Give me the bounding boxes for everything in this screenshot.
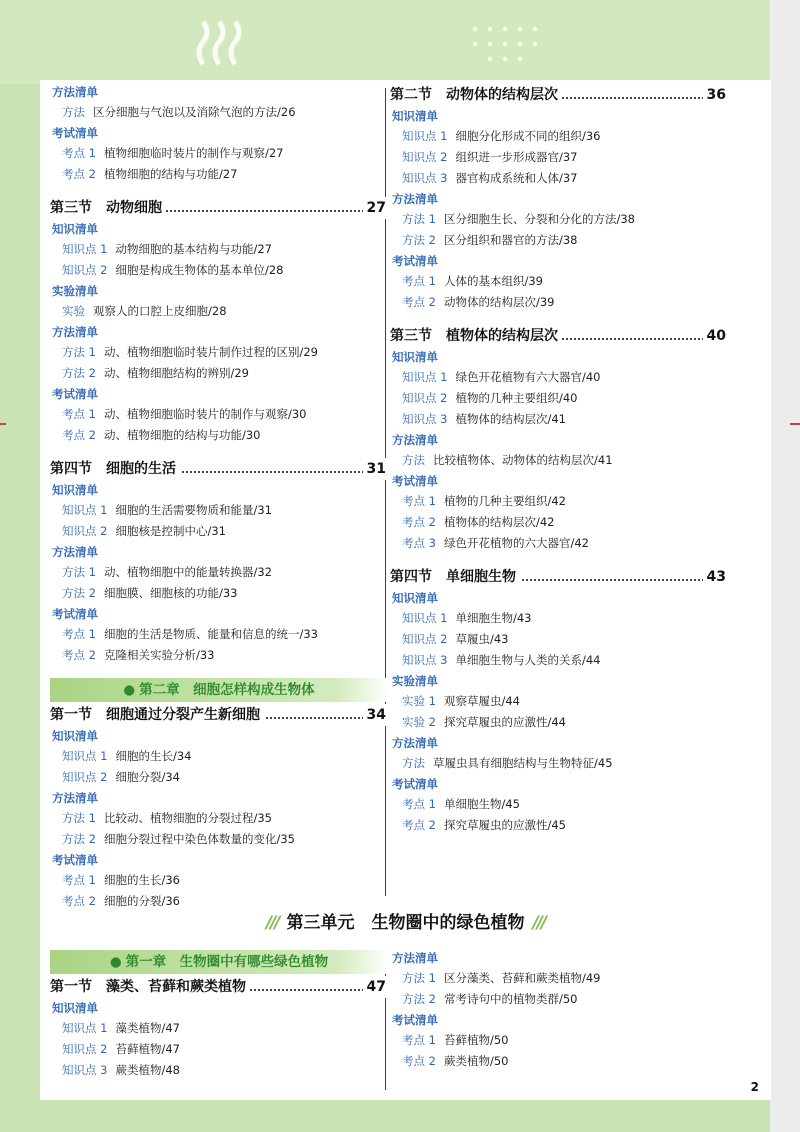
entry-label: 考点 1 [62, 146, 96, 160]
section-title: 第二节 动物体的结构层次 [390, 84, 562, 106]
entry-label: 知识点 1 [402, 129, 448, 143]
entry-label: 考点 2 [402, 818, 436, 832]
entry-text: 器官构成系统和人体/37 [455, 171, 578, 185]
entry-label: 考点 1 [402, 797, 436, 811]
toc-entry[interactable] [50, 102, 388, 123]
toc-entry[interactable] [390, 367, 728, 388]
toc-entry[interactable] [390, 712, 728, 733]
entry-text: 观察人的口腔上皮细胞/28 [93, 304, 227, 318]
toc-entry[interactable] [50, 521, 388, 542]
entry-text: 细胞膜、细胞核的功能/33 [103, 586, 238, 600]
entry-label: 考点 2 [62, 648, 96, 662]
entry-label: 考点 1 [62, 627, 96, 641]
entry-text: 人体的基本组织/39 [443, 274, 543, 288]
section-heading-exam: 考试清单 [52, 607, 98, 621]
section-title-row[interactable] [390, 566, 728, 588]
entry-text: 植物的几种主要组织/42 [443, 494, 566, 508]
entry-label: 考点 1 [402, 1033, 436, 1047]
section-page: 47 [363, 976, 386, 998]
toc-entry[interactable] [390, 1051, 728, 1072]
entry-label: 知识点 2 [402, 632, 448, 646]
section-title: 第一节 藻类、苔藓和蕨类植物 [50, 976, 250, 998]
bottom-right-column [390, 948, 728, 1072]
entry-text: 克隆相关实验分析/33 [103, 648, 215, 662]
entry-text: 植物体的结构层次/42 [443, 515, 555, 529]
unit-title: 第三单元 生物圈中的绿色植物 [286, 913, 525, 933]
entry-text: 单细胞生物/45 [443, 797, 520, 811]
toc-entry[interactable] [50, 808, 388, 829]
section-title-row[interactable] [50, 704, 388, 726]
entry-label: 方法 2 [62, 366, 96, 380]
bottom-left-column [50, 948, 388, 1081]
toc-page [40, 80, 771, 1100]
entry-text: 动物体的结构层次/39 [443, 295, 555, 309]
entry-label: 考点 2 [62, 894, 96, 908]
entry-text: 比较植物体、动物体的结构层次/41 [433, 453, 613, 467]
section-title: 第一节 细胞通过分裂产生新细胞 [50, 704, 264, 726]
section-heading-exam: 考试清单 [392, 254, 438, 268]
section-heading-knowledge: 知识清单 [52, 729, 98, 743]
entry-label: 知识点 1 [402, 370, 448, 384]
entry-label: 考点 1 [62, 873, 96, 887]
top-decor-band [0, 0, 800, 84]
section-page: 34 [363, 704, 386, 726]
section-heading-exam: 考试清单 [52, 853, 98, 867]
slash-decoration-left: /// [265, 913, 279, 933]
entry-label: 考点 1 [62, 407, 96, 421]
section-title: 第三节 动物细胞 [50, 197, 166, 219]
entry-label: 知识点 3 [62, 1063, 108, 1077]
chapter-banner[interactable] [50, 678, 388, 702]
entry-text: 细胞分裂/34 [115, 770, 180, 784]
entry-text: 单细胞生物与人类的关系/44 [455, 653, 601, 667]
section-title: 第四节 单细胞生物 [390, 566, 520, 588]
toc-entry[interactable] [390, 691, 728, 712]
toc-entry[interactable] [50, 1060, 388, 1081]
entry-label: 考点 1 [402, 494, 436, 508]
entry-label: 知识点 2 [62, 524, 108, 538]
entry-label: 考点 2 [402, 1054, 436, 1068]
entry-label: 知识点 1 [62, 1021, 108, 1035]
toc-entry[interactable] [390, 126, 728, 147]
entry-text: 细胞核是控制中心/31 [115, 524, 226, 538]
entry-label: 方法 2 [62, 832, 96, 846]
toc-entry[interactable] [390, 815, 728, 836]
entry-text: 绿色开花植物有六大器官/40 [455, 370, 601, 384]
unit-banner[interactable] [40, 908, 771, 938]
section-page: 40 [703, 325, 726, 347]
toc-entry[interactable] [390, 650, 728, 671]
entry-text: 细胞分化形成不同的组织/36 [455, 129, 601, 143]
section-heading-knowledge: 知识清单 [392, 350, 438, 364]
entry-text: 区分组织和器官的方法/38 [443, 233, 578, 247]
section-heading-exam: 考试清单 [52, 387, 98, 401]
section-page: 43 [703, 566, 726, 588]
entry-text: 草履虫/43 [455, 632, 509, 646]
entry-label: 考点 1 [402, 274, 436, 288]
wave-decoration-icon [195, 18, 255, 70]
toc-entry[interactable] [50, 583, 388, 604]
entry-label: 考点 3 [402, 536, 436, 550]
entry-label: 知识点 3 [402, 653, 448, 667]
entry-text: 动、植物细胞中的能量转换器/32 [103, 565, 272, 579]
toc-entry[interactable] [390, 533, 728, 554]
entry-label: 实验 1 [402, 694, 436, 708]
entry-text: 细胞的分裂/36 [103, 894, 180, 908]
entry-text: 区分细胞生长、分裂和分化的方法/38 [443, 212, 635, 226]
slash-decoration-right: /// [532, 913, 546, 933]
entry-text: 探究草履虫的应激性/45 [443, 818, 566, 832]
entry-text: 蕨类植物/50 [443, 1054, 509, 1068]
toc-entry[interactable] [50, 342, 388, 363]
section-heading-method: 方法清单 [52, 791, 98, 805]
dot-grid-decoration-icon [470, 24, 550, 64]
entry-text: 动、植物细胞的结构与功能/30 [103, 428, 261, 442]
section-title: 第四节 细胞的生活 [50, 458, 180, 480]
entry-label: 知识点 2 [62, 1042, 108, 1056]
toc-entry[interactable] [50, 260, 388, 281]
section-heading-exam: 考试清单 [392, 1013, 438, 1027]
section-heading-knowledge: 知识清单 [392, 591, 438, 605]
entry-label: 考点 2 [402, 295, 436, 309]
entry-label: 知识点 3 [402, 171, 448, 185]
toc-entry[interactable] [390, 989, 728, 1010]
entry-text: 藻类植物/47 [115, 1021, 180, 1035]
right-margin-strip [770, 0, 800, 1132]
toc-entry[interactable] [50, 500, 388, 521]
entry-label: 方法 [402, 453, 425, 467]
toc-entry[interactable] [50, 870, 388, 891]
toc-entry[interactable] [390, 388, 728, 409]
toc-entry[interactable] [50, 164, 388, 185]
entry-text: 细胞的生活需要物质和能量/31 [115, 503, 272, 517]
entry-label: 知识点 1 [62, 242, 108, 256]
section-heading-experiment: 实验清单 [392, 674, 438, 688]
entry-text: 观察草履虫/44 [443, 694, 520, 708]
toc-entry[interactable] [390, 608, 728, 629]
entry-text: 细胞的生活是物质、能量和信息的统一/33 [103, 627, 318, 641]
entry-label: 方法 2 [402, 233, 436, 247]
entry-text: 比较动、植物细胞的分裂过程/35 [103, 811, 272, 825]
chapter-title: 第二章 细胞怎样构成生物体 [139, 682, 315, 698]
toc-entry[interactable] [390, 450, 728, 471]
entry-text: 单细胞生物/43 [455, 611, 532, 625]
left-column [50, 82, 388, 912]
toc-entry[interactable] [390, 409, 728, 430]
section-heading-method: 方法清单 [392, 192, 438, 206]
entry-label: 方法 1 [402, 212, 436, 226]
toc-entry[interactable] [390, 271, 728, 292]
entry-text: 植物的几种主要组织/40 [455, 391, 578, 405]
section-title-row[interactable] [390, 84, 728, 106]
section-page: 36 [703, 84, 726, 106]
section-title: 第三节 植物体的结构层次 [390, 325, 562, 347]
entry-text: 动、植物细胞临时装片制作过程的区别/29 [103, 345, 318, 359]
toc-entry[interactable] [390, 147, 728, 168]
entry-label: 知识点 2 [402, 391, 448, 405]
entry-text: 探究草履虫的应激性/44 [443, 715, 566, 729]
section-title-row[interactable] [50, 197, 388, 219]
entry-label: 方法 1 [62, 565, 96, 579]
toc-entry[interactable] [50, 239, 388, 260]
entry-text: 植物细胞临时装片的制作与观察/27 [103, 146, 284, 160]
entry-text: 细胞的生长/34 [115, 749, 192, 763]
entry-text: 动、植物细胞结构的辨别/29 [103, 366, 249, 380]
toc-entry[interactable] [390, 230, 728, 251]
entry-text: 绿色开花植物的六大器官/42 [443, 536, 589, 550]
entry-label: 实验 [62, 304, 85, 318]
toc-entry[interactable] [390, 753, 728, 774]
toc-entry[interactable] [390, 168, 728, 189]
entry-text: 动物细胞的基本结构与功能/27 [115, 242, 272, 256]
entry-text: 细胞的生长/36 [103, 873, 180, 887]
entry-label: 考点 2 [402, 515, 436, 529]
toc-entry[interactable] [50, 143, 388, 164]
entry-text: 草履虫具有细胞结构与生物特征/45 [433, 756, 613, 770]
entry-label: 知识点 2 [62, 263, 108, 277]
entry-text: 动、植物细胞临时装片的制作与观察/30 [103, 407, 307, 421]
entry-label: 知识点 1 [62, 503, 108, 517]
entry-label: 方法 [62, 105, 85, 119]
section-title-row[interactable] [390, 325, 728, 347]
toc-entry[interactable] [50, 767, 388, 788]
bullet-icon: ● [109, 954, 122, 970]
entry-text: 蕨类植物/48 [115, 1063, 180, 1077]
entry-label: 方法 2 [402, 992, 436, 1006]
entry-text: 组织进一步形成器官/37 [455, 150, 578, 164]
toc-entry[interactable] [390, 794, 728, 815]
toc-entry[interactable] [390, 629, 728, 650]
entry-label: 知识点 2 [62, 770, 108, 784]
toc-entry[interactable] [50, 404, 388, 425]
toc-entry[interactable] [50, 562, 388, 583]
entry-label: 考点 2 [62, 167, 96, 181]
section-heading-method: 方法清单 [52, 85, 98, 99]
section-heading-exam: 考试清单 [392, 777, 438, 791]
entry-label: 方法 2 [62, 586, 96, 600]
bullet-icon: ● [123, 682, 136, 698]
toc-entry[interactable] [50, 363, 388, 384]
section-heading-knowledge: 知识清单 [52, 222, 98, 236]
toc-entry[interactable] [50, 425, 388, 446]
section-heading-knowledge: 知识清单 [52, 1001, 98, 1015]
section-heading-method: 方法清单 [392, 951, 438, 965]
entry-text: 区分藻类、苔藓和蕨类植物/49 [443, 971, 601, 985]
section-title-row[interactable] [50, 458, 388, 480]
section-heading-method: 方法清单 [52, 325, 98, 339]
toc-entry[interactable] [50, 301, 388, 322]
section-heading-method: 方法清单 [52, 545, 98, 559]
section-heading-knowledge: 知识清单 [392, 109, 438, 123]
toc-entry[interactable] [390, 491, 728, 512]
entry-label: 方法 1 [402, 971, 436, 985]
entry-label: 知识点 1 [62, 749, 108, 763]
entry-label: 实验 2 [402, 715, 436, 729]
section-heading-experiment: 实验清单 [52, 284, 98, 298]
entry-text: 区分细胞与气泡以及消除气泡的方法/26 [93, 105, 296, 119]
margin-mark-left [0, 423, 6, 425]
entry-text: 苔藓植物/47 [115, 1042, 180, 1056]
entry-label: 知识点 2 [402, 150, 448, 164]
entry-label: 知识点 3 [402, 412, 448, 426]
toc-entry[interactable] [50, 624, 388, 645]
entry-text: 细胞分裂过程中染色体数量的变化/35 [103, 832, 295, 846]
right-column [390, 84, 728, 836]
toc-entry[interactable] [390, 1030, 728, 1051]
entry-label: 方法 [402, 756, 425, 770]
toc-entry[interactable] [50, 645, 388, 666]
toc-entry[interactable] [50, 829, 388, 850]
toc-entry[interactable] [390, 292, 728, 313]
section-heading-method: 方法清单 [392, 433, 438, 447]
toc-entry[interactable] [390, 968, 728, 989]
section-page: 31 [363, 458, 386, 480]
toc-entry[interactable] [390, 512, 728, 533]
entry-label: 方法 1 [62, 811, 96, 825]
entry-text: 细胞是构成生物体的基本单位/28 [115, 263, 284, 277]
entry-text: 植物细胞的结构与功能/27 [103, 167, 238, 181]
page-number: 2 [750, 1080, 759, 1094]
section-heading-exam: 考试清单 [52, 126, 98, 140]
section-heading-method: 方法清单 [392, 736, 438, 750]
toc-entry[interactable] [390, 209, 728, 230]
toc-entry[interactable] [50, 746, 388, 767]
section-page: 27 [363, 197, 386, 219]
entry-label: 知识点 1 [402, 611, 448, 625]
entry-text: 常考诗句中的植物类群/50 [443, 992, 578, 1006]
chapter-banner[interactable] [50, 950, 388, 974]
chapter-title: 第一章 生物圈中有哪些绿色植物 [125, 954, 329, 970]
section-heading-exam: 考试清单 [392, 474, 438, 488]
toc-entry[interactable] [50, 1039, 388, 1060]
entry-label: 考点 2 [62, 428, 96, 442]
section-heading-knowledge: 知识清单 [52, 483, 98, 497]
entry-text: 苔藓植物/50 [443, 1033, 509, 1047]
entry-label: 方法 1 [62, 345, 96, 359]
toc-entry[interactable] [50, 1018, 388, 1039]
margin-mark [790, 423, 800, 425]
entry-text: 植物体的结构层次/41 [455, 412, 566, 426]
section-title-row[interactable] [50, 976, 388, 998]
